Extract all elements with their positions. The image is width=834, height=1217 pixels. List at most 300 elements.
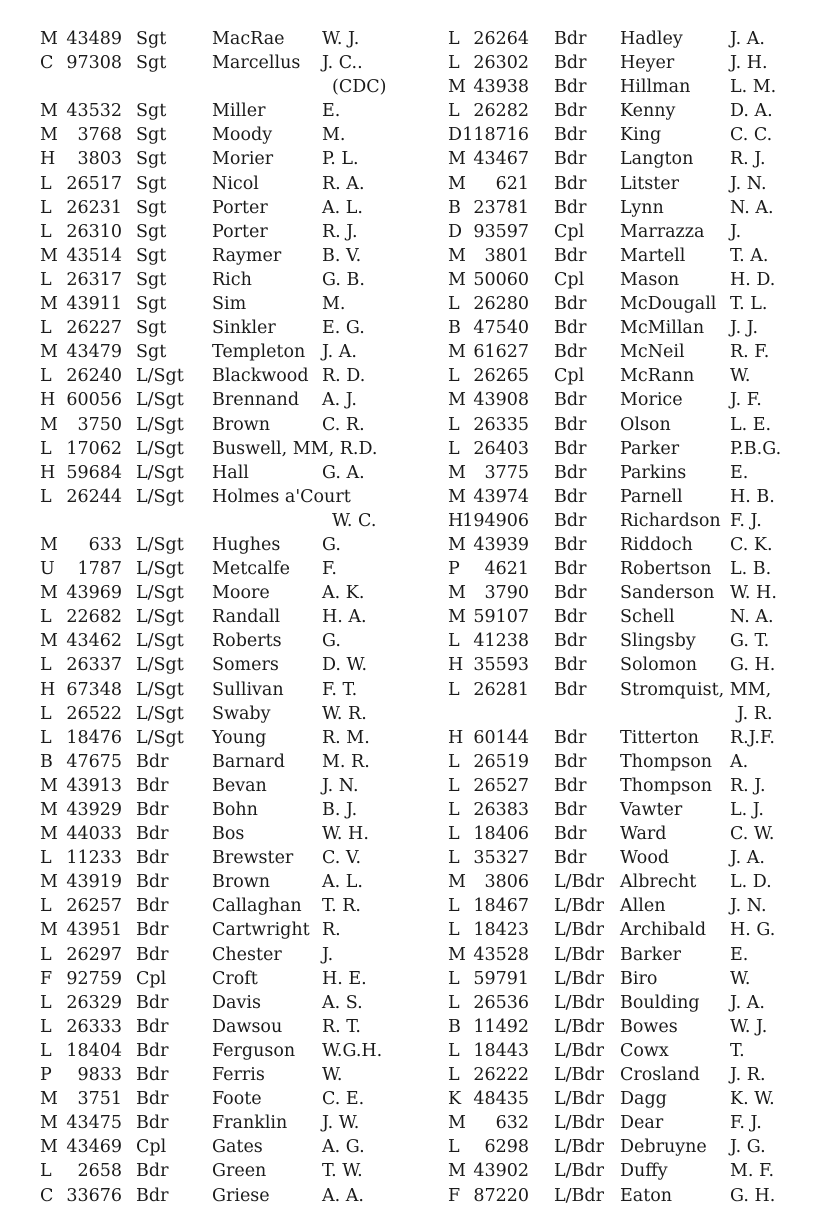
service-prefix: D bbox=[448, 221, 463, 242]
service-number: 26310 bbox=[66, 221, 122, 242]
roll-entry bbox=[40, 1087, 440, 1111]
rank: Bdr bbox=[554, 486, 587, 507]
service-prefix: L bbox=[448, 29, 460, 49]
service-number: 26265 bbox=[473, 366, 529, 387]
service-number: 43462 bbox=[66, 631, 122, 652]
service-prefix: L bbox=[448, 1040, 460, 1061]
surname: Swaby bbox=[212, 703, 271, 724]
surname: Miller bbox=[212, 101, 266, 122]
rank: Bdr bbox=[554, 679, 587, 700]
surname: Holmes a'Court bbox=[212, 486, 351, 507]
rank: Bdr bbox=[554, 245, 587, 266]
service-number: 23781 bbox=[473, 197, 529, 218]
service-number: 18406 bbox=[473, 824, 529, 845]
service-number: 43969 bbox=[66, 583, 122, 604]
roll-entry bbox=[40, 437, 440, 461]
surname: Lynn bbox=[620, 197, 664, 218]
service-number: 67348 bbox=[66, 679, 122, 700]
initials: J. J. bbox=[730, 318, 759, 339]
roll-entry bbox=[448, 1184, 834, 1208]
surname: Richardson bbox=[620, 510, 721, 531]
initials: A. G. bbox=[322, 1137, 365, 1158]
roll-entry bbox=[40, 220, 440, 244]
initials: R. M. bbox=[322, 727, 370, 748]
surname: Dear bbox=[620, 1113, 664, 1134]
roll-entry bbox=[40, 27, 440, 51]
surname: Hillman bbox=[620, 77, 691, 98]
rank: Bdr bbox=[554, 438, 587, 459]
roll-entry bbox=[448, 509, 834, 533]
service-prefix: C bbox=[40, 1185, 54, 1206]
rank: L/Bdr bbox=[554, 1016, 604, 1037]
initials: J. G. bbox=[730, 1137, 766, 1158]
roll-entry bbox=[40, 461, 440, 485]
initials: F. J. bbox=[730, 510, 762, 531]
rank: Sgt bbox=[136, 53, 167, 74]
initials: B. J. bbox=[322, 800, 358, 820]
initials: W. bbox=[730, 366, 751, 387]
roll-entry bbox=[40, 581, 440, 605]
service-prefix: L bbox=[40, 366, 52, 387]
service-prefix: M bbox=[40, 245, 58, 266]
service-number: 6298 bbox=[484, 1137, 529, 1158]
service-prefix: L bbox=[448, 775, 460, 796]
surname: Debruyne bbox=[620, 1137, 707, 1158]
service-number: 43919 bbox=[66, 872, 122, 893]
rank: Cpl bbox=[554, 269, 585, 290]
roll-entry bbox=[448, 678, 834, 702]
roll-entry bbox=[40, 653, 440, 677]
initials: J. N. bbox=[322, 775, 359, 796]
rank: Sgt bbox=[136, 221, 167, 242]
roll-entry bbox=[448, 1087, 834, 1111]
surname: Ferris bbox=[212, 1065, 265, 1086]
service-prefix: L bbox=[40, 438, 52, 459]
initials: A. A. bbox=[322, 1185, 364, 1206]
surname: Parnell bbox=[620, 486, 683, 507]
surname: Hadley bbox=[620, 29, 683, 49]
rank: Sgt bbox=[136, 269, 167, 290]
rank: L/Sgt bbox=[136, 631, 184, 652]
surname: Chester bbox=[212, 944, 282, 965]
service-prefix: M bbox=[40, 534, 58, 555]
rank: Bdr bbox=[136, 824, 169, 845]
initials: R. J. bbox=[730, 149, 766, 170]
service-number: 93597 bbox=[473, 221, 529, 242]
roll-entry bbox=[40, 894, 440, 918]
rank: Bdr bbox=[554, 462, 587, 483]
initials: D. A. bbox=[730, 101, 773, 122]
service-prefix: L bbox=[448, 438, 460, 459]
service-prefix: M bbox=[40, 294, 58, 315]
roll-entry bbox=[448, 702, 834, 726]
service-number: 43467 bbox=[473, 149, 529, 170]
service-number: 26281 bbox=[473, 679, 529, 700]
service-prefix: M bbox=[448, 607, 466, 628]
initials: E. G. bbox=[322, 318, 365, 339]
roll-entry bbox=[40, 702, 440, 726]
service-prefix: L bbox=[40, 173, 52, 194]
service-number: 43929 bbox=[66, 800, 122, 820]
roll-entry bbox=[40, 509, 440, 533]
initials: W. bbox=[322, 1065, 343, 1086]
roll-entry bbox=[40, 1039, 440, 1063]
service-prefix: M bbox=[448, 872, 466, 893]
service-prefix: L bbox=[448, 1137, 460, 1158]
surname: Sinkler bbox=[212, 318, 276, 339]
initials: R. A. bbox=[322, 173, 365, 194]
rank: Bdr bbox=[554, 727, 587, 748]
service-number: 26227 bbox=[66, 318, 122, 339]
surname: Davis bbox=[212, 992, 261, 1013]
service-number: 26329 bbox=[66, 992, 122, 1013]
surname: Gates bbox=[212, 1137, 263, 1158]
roll-entry bbox=[40, 605, 440, 629]
initials: R.J.F. bbox=[730, 727, 775, 748]
roll-entry bbox=[448, 123, 834, 147]
service-number: 3806 bbox=[484, 872, 529, 893]
service-prefix: C bbox=[40, 53, 54, 74]
surname: Croft bbox=[212, 968, 258, 989]
rank: L/Sgt bbox=[136, 583, 184, 604]
surname: Duffy bbox=[620, 1161, 668, 1182]
initials: F. bbox=[322, 559, 337, 580]
surname: Mason bbox=[620, 269, 680, 290]
service-prefix: L bbox=[40, 944, 52, 965]
roll-entry bbox=[40, 557, 440, 581]
roll-entry bbox=[448, 268, 834, 292]
initials: G. T. bbox=[730, 631, 770, 652]
service-number: 43902 bbox=[473, 1161, 529, 1182]
service-number: 26335 bbox=[473, 414, 529, 435]
initials: (CDC) bbox=[332, 77, 387, 98]
rank: Sgt bbox=[136, 125, 167, 146]
roll-entry bbox=[40, 726, 440, 750]
service-number: 43532 bbox=[66, 101, 122, 122]
surname: Randall bbox=[212, 607, 281, 628]
surname: Moore bbox=[212, 583, 270, 604]
rank: L/Bdr bbox=[554, 1089, 604, 1110]
initials: J. A. bbox=[730, 29, 765, 49]
initials: G. B. bbox=[322, 269, 365, 290]
surname: Foote bbox=[212, 1089, 262, 1110]
initials: E. bbox=[322, 101, 341, 122]
surname: McRann bbox=[620, 366, 695, 387]
service-prefix: L bbox=[40, 269, 52, 290]
service-prefix: L bbox=[40, 197, 52, 218]
service-prefix: L bbox=[448, 366, 460, 387]
service-prefix: M bbox=[448, 77, 466, 98]
surname: Rich bbox=[212, 269, 252, 290]
rank: L/Bdr bbox=[554, 992, 604, 1013]
service-prefix: L bbox=[448, 848, 460, 869]
initials: M. bbox=[322, 125, 346, 146]
surname: Robertson bbox=[620, 559, 712, 580]
service-number: 43938 bbox=[473, 77, 529, 98]
rank: Bdr bbox=[136, 751, 169, 772]
service-number: 35327 bbox=[473, 848, 529, 869]
surname: Langton bbox=[620, 149, 694, 170]
roll-entry bbox=[448, 774, 834, 798]
service-prefix: M bbox=[40, 631, 58, 652]
roll-entry bbox=[448, 340, 834, 364]
surname: Bos bbox=[212, 824, 245, 845]
service-prefix: F bbox=[40, 968, 53, 989]
surname: Young bbox=[212, 727, 267, 748]
rank: L/Sgt bbox=[136, 559, 184, 580]
service-prefix: M bbox=[448, 149, 466, 170]
rank: L/Sgt bbox=[136, 727, 184, 748]
rank: Bdr bbox=[554, 510, 587, 531]
rank: Sgt bbox=[136, 294, 167, 315]
roll-entry bbox=[448, 388, 834, 412]
rank: Bdr bbox=[554, 824, 587, 845]
service-prefix: M bbox=[448, 1161, 466, 1182]
surname: Marcellus bbox=[212, 53, 301, 74]
roll-column-right bbox=[448, 27, 834, 1208]
surname: Buswell, MM, R.D. bbox=[212, 438, 378, 459]
rank: L/Sgt bbox=[136, 534, 184, 555]
initials: M. F. bbox=[730, 1161, 775, 1182]
service-number: 59684 bbox=[66, 462, 122, 483]
service-prefix: M bbox=[448, 462, 466, 483]
surname: Archibald bbox=[620, 920, 707, 941]
initials: P. L. bbox=[322, 149, 359, 170]
rank: Bdr bbox=[554, 294, 587, 315]
surname: Somers bbox=[212, 655, 279, 676]
rank: L/Bdr bbox=[554, 1040, 604, 1061]
rank: L/Sgt bbox=[136, 366, 184, 387]
service-prefix: M bbox=[448, 486, 466, 507]
rank: Bdr bbox=[136, 1040, 169, 1061]
service-prefix: L bbox=[448, 294, 460, 315]
surname: Slingsby bbox=[620, 631, 696, 652]
initials: R. bbox=[322, 920, 341, 941]
rank: Sgt bbox=[136, 318, 167, 339]
initials: T. R. bbox=[322, 896, 361, 917]
service-number: 3750 bbox=[77, 414, 122, 435]
service-number: 18476 bbox=[66, 727, 122, 748]
roll-entry bbox=[448, 846, 834, 870]
service-number: 17062 bbox=[66, 438, 122, 459]
service-prefix: H bbox=[40, 462, 56, 483]
rank: Bdr bbox=[554, 848, 587, 869]
initials: P.B.G. bbox=[730, 438, 782, 459]
rank: L/Bdr bbox=[554, 1065, 604, 1086]
initials: J. N. bbox=[730, 896, 767, 917]
service-prefix: L bbox=[448, 414, 460, 435]
rank: Bdr bbox=[554, 775, 587, 796]
initials: D. W. bbox=[322, 655, 368, 676]
service-prefix: H bbox=[448, 727, 464, 748]
service-number: 60056 bbox=[66, 390, 122, 411]
service-number: 2658 bbox=[77, 1161, 122, 1182]
rank: Bdr bbox=[136, 896, 169, 917]
service-number: 18404 bbox=[66, 1040, 122, 1061]
initials: J. F. bbox=[730, 390, 762, 411]
service-number: 3768 bbox=[77, 125, 122, 146]
surname: Blackwood bbox=[212, 366, 309, 387]
service-number: 26222 bbox=[473, 1065, 529, 1086]
rank: Bdr bbox=[136, 992, 169, 1013]
service-prefix: L bbox=[40, 607, 52, 628]
initials: R. J. bbox=[730, 775, 766, 796]
surname: Wood bbox=[620, 848, 670, 869]
service-number: 3801 bbox=[484, 245, 529, 266]
surname: Brennand bbox=[212, 390, 300, 411]
rank: Bdr bbox=[554, 342, 587, 363]
rank: Bdr bbox=[136, 944, 169, 965]
initials: G. bbox=[322, 631, 341, 652]
roll-entry bbox=[40, 1159, 440, 1183]
service-prefix: L bbox=[448, 992, 460, 1013]
service-prefix: M bbox=[40, 583, 58, 604]
roll-entry bbox=[448, 918, 834, 942]
surname: Bevan bbox=[212, 775, 267, 796]
surname: King bbox=[620, 125, 662, 146]
roll-entry bbox=[40, 340, 440, 364]
service-prefix: L bbox=[40, 1016, 52, 1037]
service-number: 44033 bbox=[66, 824, 122, 845]
roll-entry bbox=[40, 750, 440, 774]
roll-entry bbox=[448, 726, 834, 750]
service-number: 26244 bbox=[66, 486, 122, 507]
surname: Thompson bbox=[620, 775, 713, 796]
rank: Bdr bbox=[554, 800, 587, 820]
service-prefix: M bbox=[40, 414, 58, 435]
surname: Crosland bbox=[620, 1065, 700, 1086]
service-prefix: B bbox=[40, 751, 53, 772]
service-prefix: H bbox=[448, 510, 464, 531]
service-prefix: M bbox=[40, 1137, 58, 1158]
rank: Bdr bbox=[136, 1065, 169, 1086]
roll-entry bbox=[448, 172, 834, 196]
service-number: 60144 bbox=[473, 727, 529, 748]
initials: A. bbox=[730, 751, 749, 772]
rank: Cpl bbox=[136, 1137, 167, 1158]
service-number: 11233 bbox=[66, 848, 122, 869]
service-number: 26527 bbox=[473, 775, 529, 796]
rank: Bdr bbox=[554, 390, 587, 411]
service-prefix: B bbox=[448, 197, 461, 218]
rank: Bdr bbox=[136, 872, 169, 893]
surname: Barker bbox=[620, 944, 681, 965]
surname: Biro bbox=[620, 968, 658, 989]
surname: Sanderson bbox=[620, 583, 715, 604]
service-number: 194906 bbox=[462, 510, 529, 531]
rank: Sgt bbox=[136, 101, 167, 122]
initials: H. A. bbox=[322, 607, 367, 628]
service-prefix: M bbox=[40, 101, 58, 122]
service-number: 43479 bbox=[66, 342, 122, 363]
rank: L/Sgt bbox=[136, 655, 184, 676]
surname: Thompson bbox=[620, 751, 713, 772]
surname: Allen bbox=[620, 896, 666, 917]
initials: W. C. bbox=[332, 510, 377, 531]
initials: A. J. bbox=[322, 390, 357, 411]
surname: Porter bbox=[212, 221, 268, 242]
rank: Bdr bbox=[136, 848, 169, 869]
service-number: 3790 bbox=[484, 583, 529, 604]
service-prefix: B bbox=[448, 318, 461, 339]
initials: J. bbox=[730, 221, 742, 242]
service-number: 26317 bbox=[66, 269, 122, 290]
rank: L/Bdr bbox=[554, 1113, 604, 1134]
surname: Brown bbox=[212, 872, 271, 893]
service-number: 26517 bbox=[66, 173, 122, 194]
initials: A. L. bbox=[322, 197, 363, 218]
service-prefix: P bbox=[448, 559, 460, 580]
surname: Sullivan bbox=[212, 679, 284, 700]
roll-entry bbox=[40, 364, 440, 388]
service-number: 97308 bbox=[66, 53, 122, 74]
initials: L. M. bbox=[730, 77, 777, 98]
service-prefix: M bbox=[40, 920, 58, 941]
initials: W. J. bbox=[322, 29, 360, 49]
service-number: 92759 bbox=[66, 968, 122, 989]
service-number: 43908 bbox=[473, 390, 529, 411]
surname: Titterton bbox=[620, 727, 699, 748]
initials: F. J. bbox=[730, 1113, 762, 1134]
roll-entry bbox=[40, 629, 440, 653]
rank: L/Bdr bbox=[554, 872, 604, 893]
roll-entry bbox=[448, 1135, 834, 1159]
service-number: 11492 bbox=[473, 1016, 529, 1037]
surname: Boulding bbox=[620, 992, 700, 1013]
roll-entry bbox=[448, 750, 834, 774]
surname: Parker bbox=[620, 438, 680, 459]
initials: A. S. bbox=[322, 992, 363, 1013]
rank: L/Bdr bbox=[554, 1137, 604, 1158]
roll-entry bbox=[40, 268, 440, 292]
roll-entry bbox=[448, 1111, 834, 1135]
initials: E. bbox=[730, 944, 749, 965]
service-prefix: M bbox=[40, 800, 58, 820]
roll-entry bbox=[40, 1063, 440, 1087]
initials: J. bbox=[322, 944, 334, 965]
rank: L/Bdr bbox=[554, 1161, 604, 1182]
service-number: 4621 bbox=[484, 559, 529, 580]
service-number: 633 bbox=[88, 534, 122, 555]
rank: Bdr bbox=[554, 149, 587, 170]
service-prefix: L bbox=[40, 727, 52, 748]
service-number: 26231 bbox=[66, 197, 122, 218]
roll-entry bbox=[448, 196, 834, 220]
surname: Schell bbox=[620, 607, 675, 628]
rank: Bdr bbox=[136, 920, 169, 941]
service-prefix: M bbox=[40, 125, 58, 146]
initials: W. H. bbox=[730, 583, 777, 604]
initials: G. H. bbox=[730, 655, 776, 676]
initials: A. L. bbox=[322, 872, 363, 893]
rank: Bdr bbox=[554, 101, 587, 122]
service-number: 26519 bbox=[473, 751, 529, 772]
rank: Bdr bbox=[554, 559, 587, 580]
initials: M. bbox=[322, 294, 346, 315]
roll-entry bbox=[448, 437, 834, 461]
rank: Bdr bbox=[554, 125, 587, 146]
initials: W. bbox=[730, 968, 751, 989]
initials: A. K. bbox=[322, 583, 365, 604]
roll-entry bbox=[40, 1015, 440, 1039]
service-number: 35593 bbox=[473, 655, 529, 676]
service-prefix: L bbox=[40, 848, 52, 869]
rank: L/Sgt bbox=[136, 414, 184, 435]
initials: J. H. bbox=[730, 53, 768, 74]
service-prefix: M bbox=[40, 342, 58, 363]
service-prefix: L bbox=[448, 679, 460, 700]
rank: Bdr bbox=[136, 1089, 169, 1110]
